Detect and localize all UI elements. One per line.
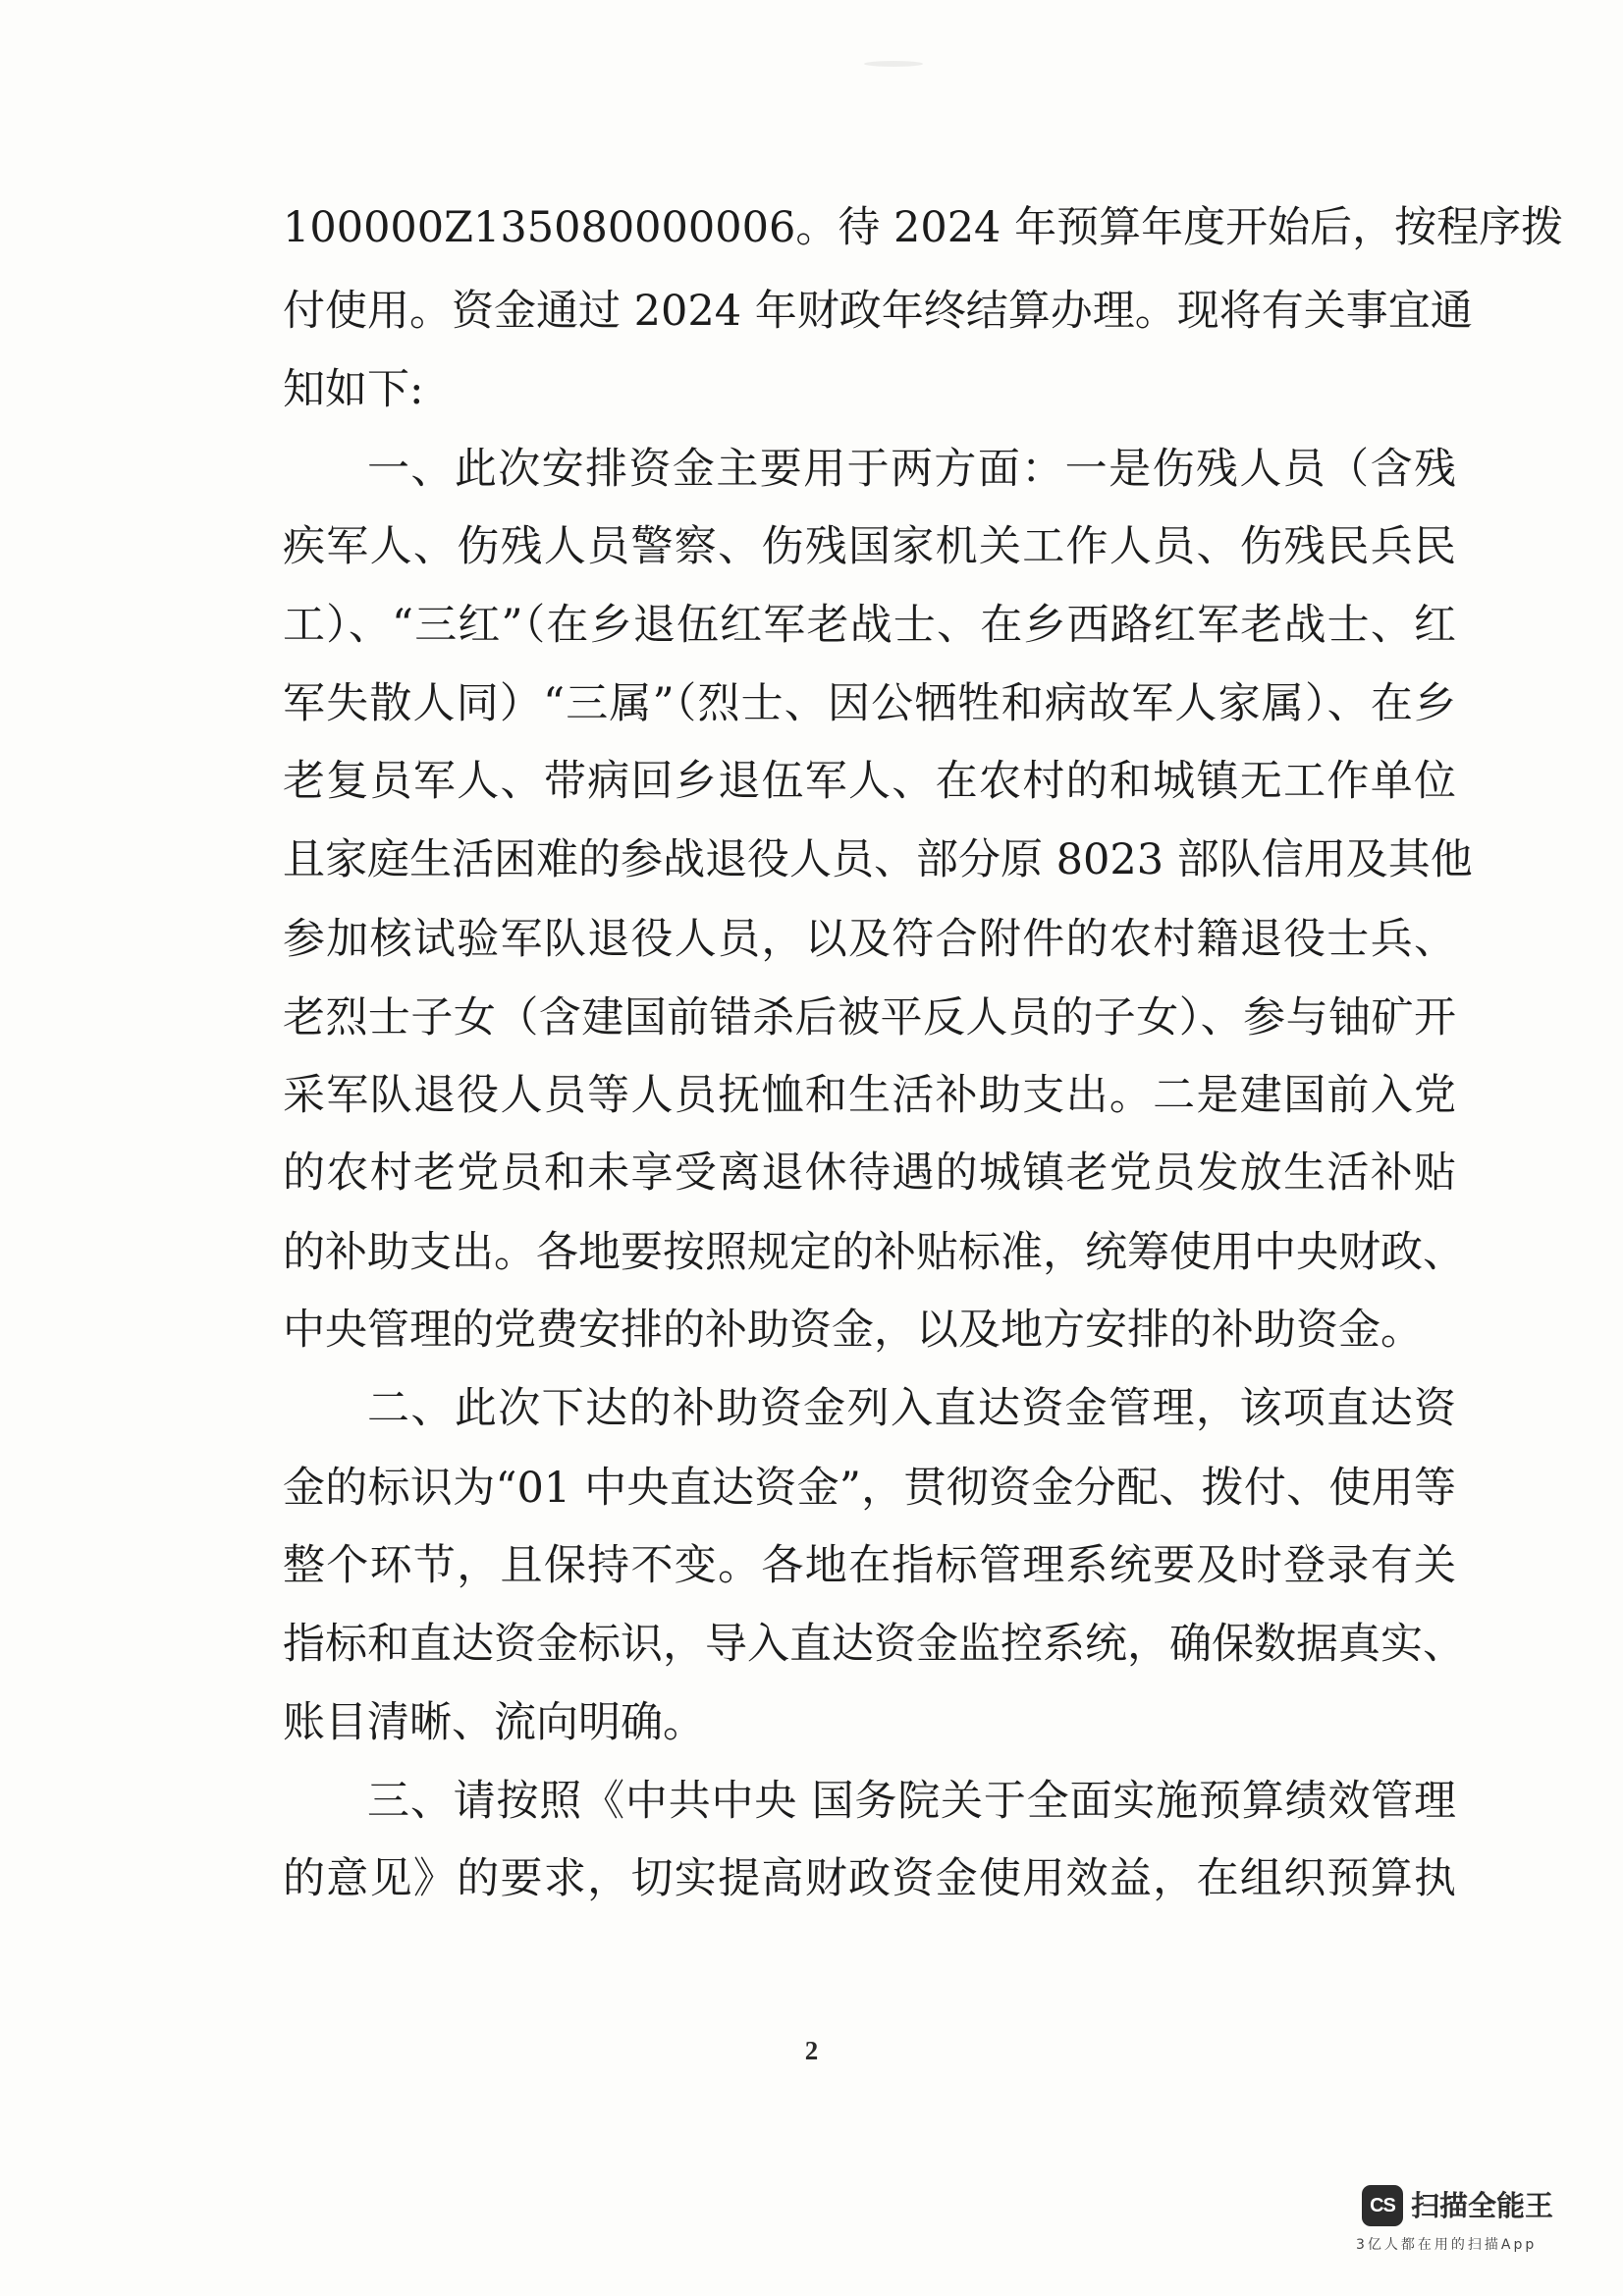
text-line-2: 付使用。资金通过 2024 年财政年终结算办理。现将有关事宜通 xyxy=(283,287,1473,336)
text-line-10: 参加核试验军队退役人员，以及符合附件的农村籍退役士兵、 xyxy=(283,915,1456,964)
text-line-13: 的农村老党员和未享受离退休待遇的城镇老党员发放生活补贴 xyxy=(283,1148,1456,1198)
text-line-21: 三、请按照《中共中央 国务院关于全面实施预算绩效管理 xyxy=(367,1777,1456,1826)
text-line-17: 金的标识为“01 中央直达资金”，贯彻资金分配、拨付、使用等 xyxy=(283,1464,1456,1513)
watermark-app-name: 扫描全能王 xyxy=(1411,2189,1554,2222)
scan-artifact xyxy=(864,61,923,67)
scanner-watermark xyxy=(1350,2181,1566,2260)
text-line-14: 的补助支出。各地要按照规定的补贴标准，统筹使用中央财政、 xyxy=(283,1228,1465,1277)
page-number: 2 xyxy=(804,2036,819,2065)
text-line-20: 账目清晰、流向明确。 xyxy=(283,1698,705,1747)
text-line-12: 采军队退役人员等人员抚恤和生活补助支出。二是建国前入党 xyxy=(283,1071,1456,1120)
text-line-8: 老复员军人、带病回乡退伍军人、在农村的和城镇无工作单位 xyxy=(283,757,1456,806)
text-line-22: 的意见》的要求，切实提高财政资金使用效益，在组织预算执 xyxy=(283,1854,1456,1903)
text-line-11: 老烈士子女（含建国前错杀后被平反人员的子女）、参与铀矿开 xyxy=(283,993,1456,1042)
text-line-16: 二、此次下达的补助资金列入直达资金管理，该项直达资 xyxy=(367,1384,1456,1433)
camscanner-logo-icon: CS xyxy=(1362,2185,1403,2226)
text-line-15: 中央管理的党费安排的补助资金，以及地方安排的补助资金。 xyxy=(283,1306,1423,1355)
text-line-1: 100000Z135080000006。待 2024 年预算年度开始后，按程序拨 xyxy=(283,203,1564,252)
text-line-3: 知如下: xyxy=(283,365,424,414)
text-line-5: 疾军人、伤残人员警察、伤残国家机关工作人员、伤残民兵民 xyxy=(283,522,1456,571)
text-line-4: 一、此次安排资金主要用于两方面：一是伤残人员（含残 xyxy=(367,445,1456,494)
text-line-6: 工）、“三红”（在乡退伍红军老战士、在乡西路红军老战士、红 xyxy=(283,601,1456,650)
text-line-18: 整个环节，且保持不变。各地在指标管理系统要及时登录有关 xyxy=(283,1541,1456,1590)
text-line-9: 且家庭生活困难的参战退役人员、部分原 8023 部队信用及其他 xyxy=(283,835,1473,884)
text-line-19: 指标和直达资金标识，导入直达资金监控系统，确保数据真实、 xyxy=(283,1620,1465,1669)
watermark-slogan: 3亿人都在用的扫描App xyxy=(1356,2237,1538,2253)
text-line-7: 军失散人同）“三属”（烈士、因公牺牲和病故军人家属）、在乡 xyxy=(283,679,1456,728)
